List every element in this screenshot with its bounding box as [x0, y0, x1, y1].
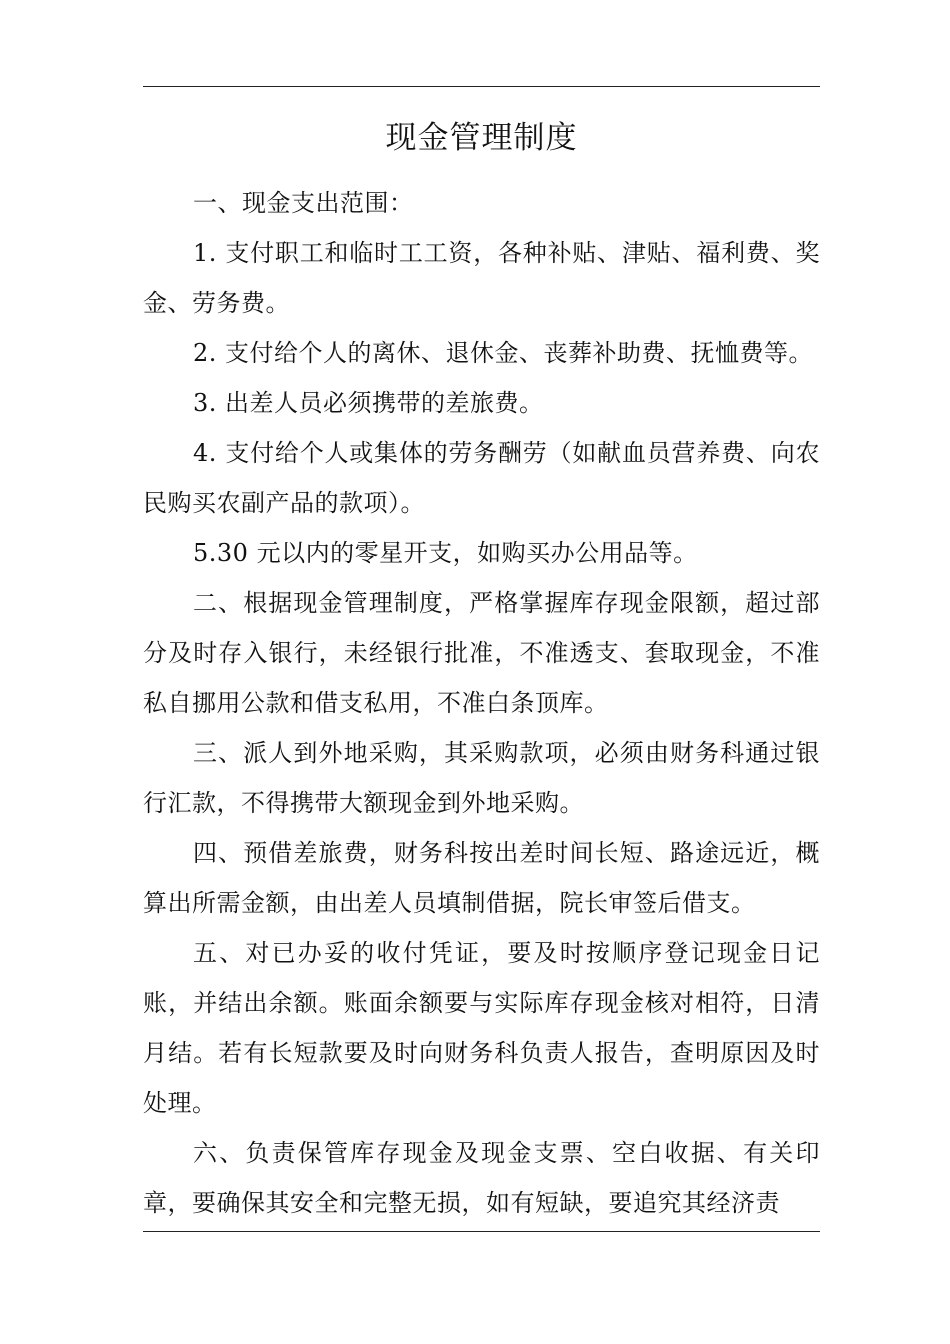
document-title: 现金管理制度	[385, 120, 578, 156]
paragraph-item-2: 2. 支付给个人的离休、退休金、丧葬补助费、抚恤费等。	[193, 339, 814, 367]
paragraph-item-1: 1. 支付职工和临时工工资，各种补贴、津贴、福利费、奖金、劳务费。	[143, 239, 820, 317]
paragraph-item-4: 4. 支付给个人或集体的劳务酬劳（如献血员营养费、向农民购买农副产品的款项）。	[143, 439, 820, 517]
paragraph-item-3: 3. 出差人员必须携带的差旅费。	[193, 389, 544, 417]
paragraph-section-3: 三、派人到外地采购，其采购款项，必须由财务科通过银行汇款，不得携带大额现金到外地采购。	[143, 739, 820, 817]
paragraph-section-4: 四、预借差旅费，财务科按出差时间长短、路途远近，概算出所需金额，由出差人员填制借据，院长审签后借支。	[143, 839, 820, 917]
paragraph-item-5: 5.30 元以内的零星开支，如购买办公用品等。	[193, 539, 698, 567]
paragraph-section-6: 六、负责保管库存现金及现金支票、空白收据、有关印章，要确保其安全和完整无损，如有短缺，要追究其经济责	[143, 1139, 820, 1217]
paragraph-section-2: 二、根据现金管理制度，严格掌握库存现金限额，超过部分及时存入银行，未经银行批准，不准透支、套取现金，不准私自挪用公款和借支私用，不准白条顶库。	[143, 589, 820, 717]
header-rule	[143, 86, 820, 87]
paragraph-cash-scope-heading: 一、现金支出范围：	[193, 189, 414, 217]
footer-rule	[143, 1231, 820, 1232]
document-body	[143, 178, 820, 1228]
paragraph-section-5: 五、对已办妥的收付凭证，要及时按顺序登记现金日记账，并结出余额。账面余额要与实际库存现金核对相符，日清月结。若有长短款要及时向财务科负责人报告，查明原因及时处理。	[143, 939, 820, 1117]
